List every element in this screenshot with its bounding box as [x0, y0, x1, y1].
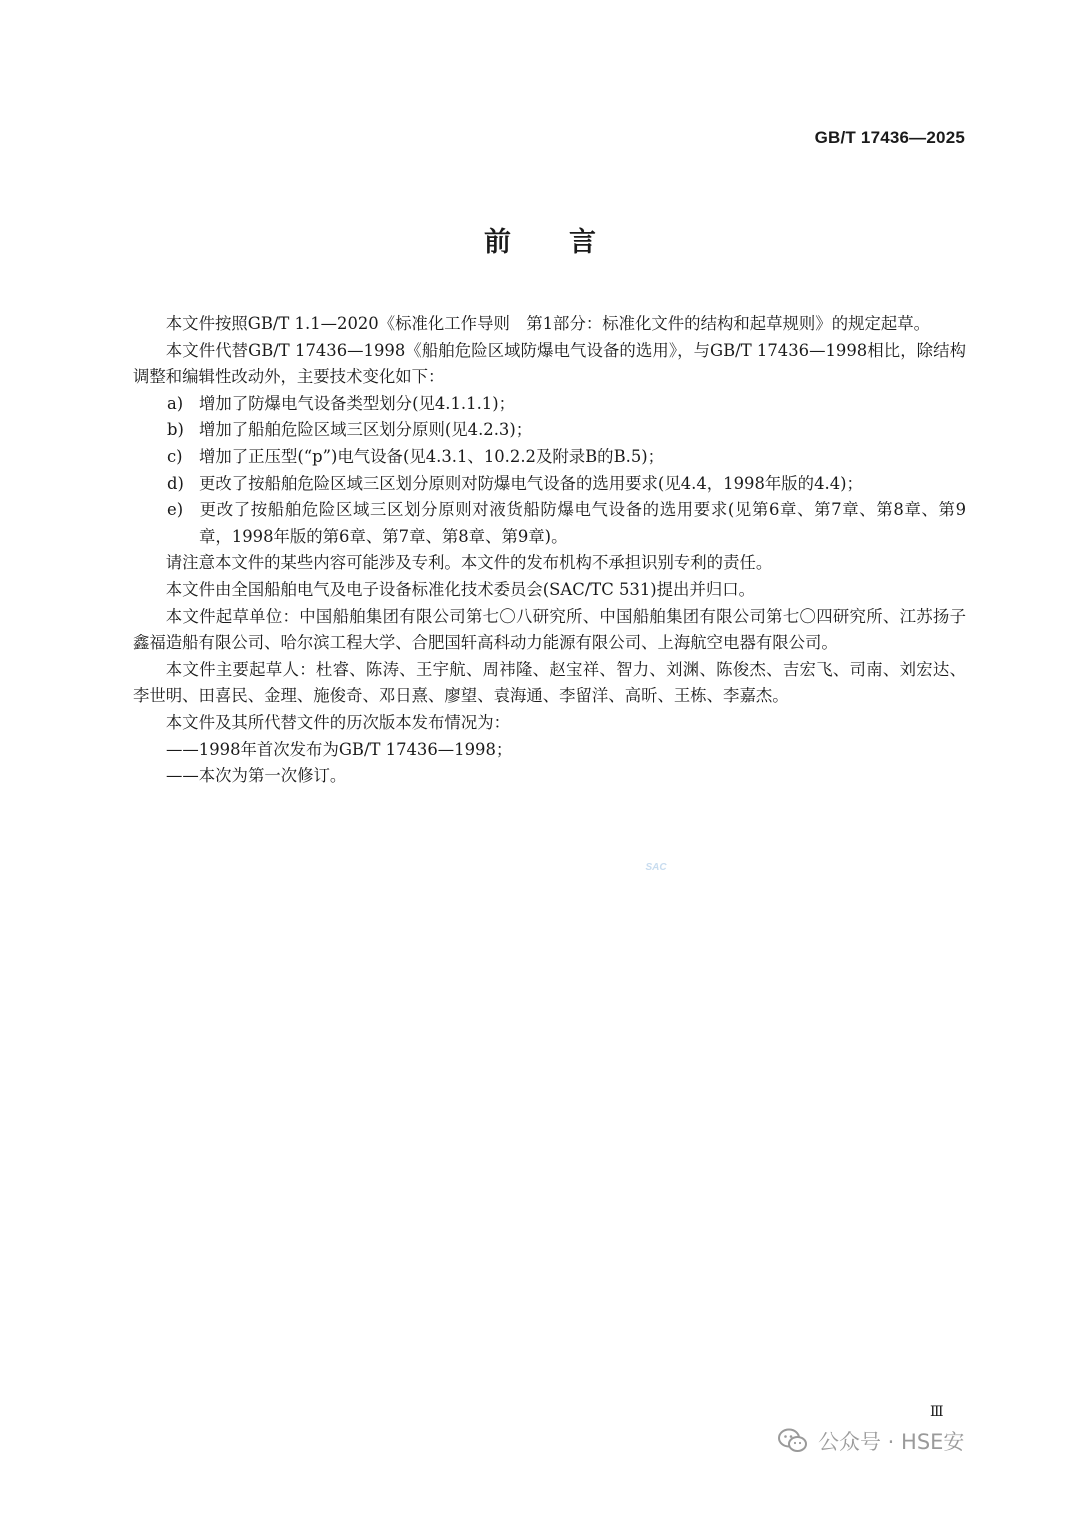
wechat-icon: [778, 1428, 808, 1454]
change-item: [133, 471, 966, 498]
standard-code: GB/T 17436—2025: [814, 128, 965, 147]
watermark-text: 公众号 · HSE安: [818, 1430, 965, 1454]
paragraph-drafting-rules: 本文件按照GB/T 1.1—2020《标准化工作导则 第1部分：标准化文件的结构和起草规则》的规定起草。: [165, 314, 931, 333]
document-body: [133, 311, 966, 790]
page-number: Ⅲ: [930, 1404, 944, 1420]
paragraph-drafting-units: 本文件起草单位：中国船舶集团有限公司第七〇八研究所、中国船舶集团有限公司第七〇四研究所、江苏扬子鑫福造船有限公司、哈尔滨工程大学、合肥国轩高科动力能源有限公司、上海航空电器有限公司。: [133, 606, 966, 653]
page-title: 前言: [484, 227, 654, 258]
paragraph-history-intro: 本文件及其所代替文件的历次版本发布情况为：: [165, 712, 510, 732]
history-item: ——1998年首次发布为GB/T 17436—1998；: [166, 739, 513, 759]
change-item: [133, 497, 966, 550]
change-item-text: 增加了正压型(“p”)电气设备(见4.3.1、10.2.2及附录B的B.5)；: [199, 446, 665, 466]
change-item-label: a): [167, 393, 184, 413]
paragraph-replacement: 本文件代替GB/T 17436—1998《船舶危险区域防爆电气设备的选用》，与GB/T 17436—1998相比，除结构调整和编辑性改动外，主要技术变化如下：: [133, 340, 966, 387]
change-item: [133, 417, 966, 444]
paragraph-committee: 本文件由全国船舶电气及电子设备标准化技术委员会(SAC/TC 531)提出并归口。: [165, 579, 756, 599]
change-item-label: b): [167, 420, 184, 440]
change-item-label: d): [167, 473, 184, 493]
change-item: [133, 391, 966, 418]
change-item-text: 增加了防爆电气设备类型划分(见4.1.1.1)；: [199, 393, 515, 413]
watermark: [778, 1426, 964, 1456]
change-item-text: 更改了按船舶危险区域三区划分原则对防爆电气设备的选用要求(见4.4，1998年版的4.4)；: [199, 473, 863, 493]
change-item-text: 更改了按船舶危险区域三区划分原则对液货船防爆电气设备的选用要求(见第6章、第7章、第8章、第9章，1998年版的第6章、第7章、第8章、第9章)。: [199, 500, 966, 546]
paragraph-drafters: 本文件主要起草人：杜睿、陈涛、王宇航、周祎隆、赵宝祥、智力、刘渊、陈俊杰、吉宏飞、司南、刘宏达、李世明、田喜民、金理、施俊奇、邓日熹、廖望、袁海通、李留洋、高昕、王栋、李嘉杰。: [133, 659, 966, 706]
history-item: ——本次为第一次修订。: [166, 766, 347, 786]
change-item-label: c): [167, 446, 183, 466]
change-item-text: 增加了船舶危险区域三区划分原则(见4.2.3)；: [199, 420, 533, 440]
change-item-label: e): [167, 500, 184, 520]
sac-logo-mark: SAC: [645, 861, 667, 873]
change-item: [133, 444, 966, 471]
paragraph-patent-notice: 请注意本文件的某些内容可能涉及专利。本文件的发布机构不承担识别专利的责任。: [165, 553, 773, 573]
